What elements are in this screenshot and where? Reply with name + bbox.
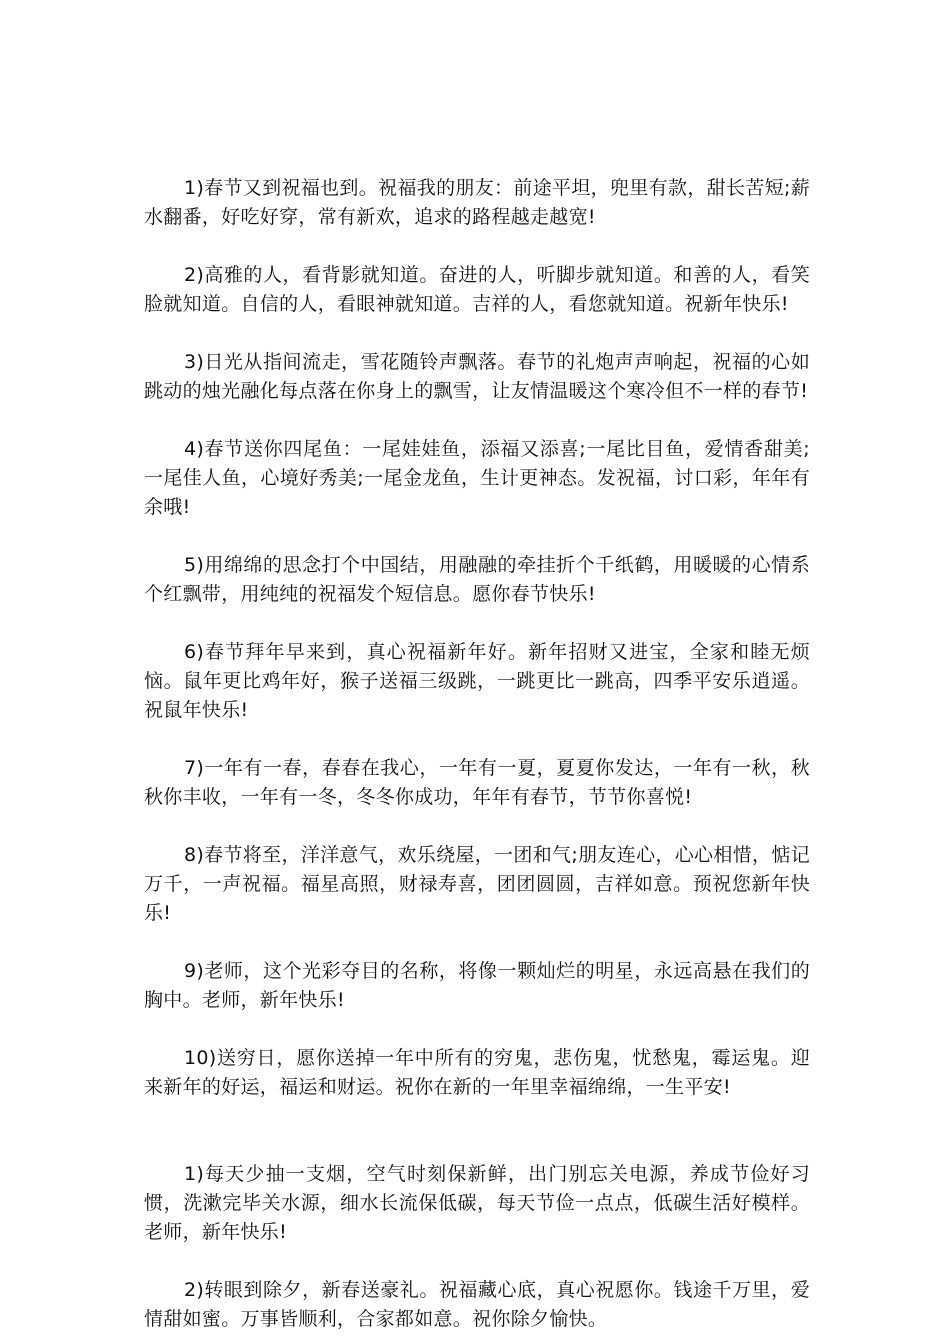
- greeting-paragraph: 7)一年有一春，春春在我心，一年有一夏，夏夏你发达，一年有一秋，秋秋你丰收，一年有一冬，冬冬你成功，年年有春节，节节你喜悦!: [144, 757, 810, 808]
- greeting-paragraph: 8)春节将至，洋洋意气，欢乐绕屋，一团和气;朋友连心，心心相惜，惦记万千，一声祝福。福星高照，财禄寿喜，团团圆圆，吉祥如意。预祝您新年快乐!: [144, 844, 810, 924]
- greeting-paragraph: 9)老师，这个光彩夺目的名称，将像一颗灿烂的明星，永远高悬在我们的胸中。老师，新年快乐!: [144, 960, 810, 1011]
- greeting-paragraph: 6)春节拜年早来到，真心祝福新年好。新年招财又进宝，全家和睦无烦恼。鼠年更比鸡年好，猴子送福三级跳，一跳更比一跳高，四季平安乐逍遥。祝鼠年快乐!: [144, 641, 810, 721]
- greeting-paragraph: 10)送穷日，愿你送掉一年中所有的穷鬼，悲伤鬼，忧愁鬼，霉运鬼。迎来新年的好运，福运和财运。祝你在新的一年里幸福绵绵，一生平安!: [144, 1047, 810, 1098]
- greeting-paragraph: 4)春节送你四尾鱼：一尾娃娃鱼，添福又添喜;一尾比目鱼，爱情香甜美;一尾佳人鱼，心境好秀美;一尾金龙鱼，生计更神态。发祝福，讨口彩，年年有余哦!: [144, 438, 810, 518]
- greeting-paragraph: 2)高雅的人，看背影就知道。奋进的人，听脚步就知道。和善的人，看笑脸就知道。自信的人，看眼神就知道。吉祥的人，看您就知道。祝新年快乐!: [144, 264, 810, 315]
- greeting-paragraph: 2)转眼到除夕，新春送豪礼。祝福藏心底，真心祝愿你。钱途千万里，爱情甜如蜜。万事皆顺利，合家都如意。祝你除夕愉快。: [144, 1279, 810, 1330]
- greeting-paragraph: 3)日光从指间流走，雪花随铃声飘落。春节的礼炮声声响起，祝福的心如跳动的烛光融化每点落在你身上的飘雪，让友情温暖这个寒冷但不一样的春节!: [144, 351, 810, 402]
- document-body: [144, 174, 810, 1334]
- greeting-paragraph: 5)用绵绵的思念打个中国结，用融融的牵挂折个千纸鹤，用暖暖的心情系个红飘带，用纯纯的祝福发个短信息。愿你春节快乐!: [144, 554, 810, 605]
- greeting-paragraph: 1)春节又到祝福也到。祝福我的朋友：前途平坦，兜里有款，甜长苦短;薪水翻番，好吃好穿，常有新欢，追求的路程越走越宽!: [144, 177, 810, 228]
- greeting-paragraph: 1)每天少抽一支烟，空气时刻保新鲜，出门别忘关电源，养成节俭好习惯，洗漱完毕关水源，细水长流保低碳，每天节俭一点点，低碳生活好模样。老师，新年快乐!: [144, 1163, 810, 1243]
